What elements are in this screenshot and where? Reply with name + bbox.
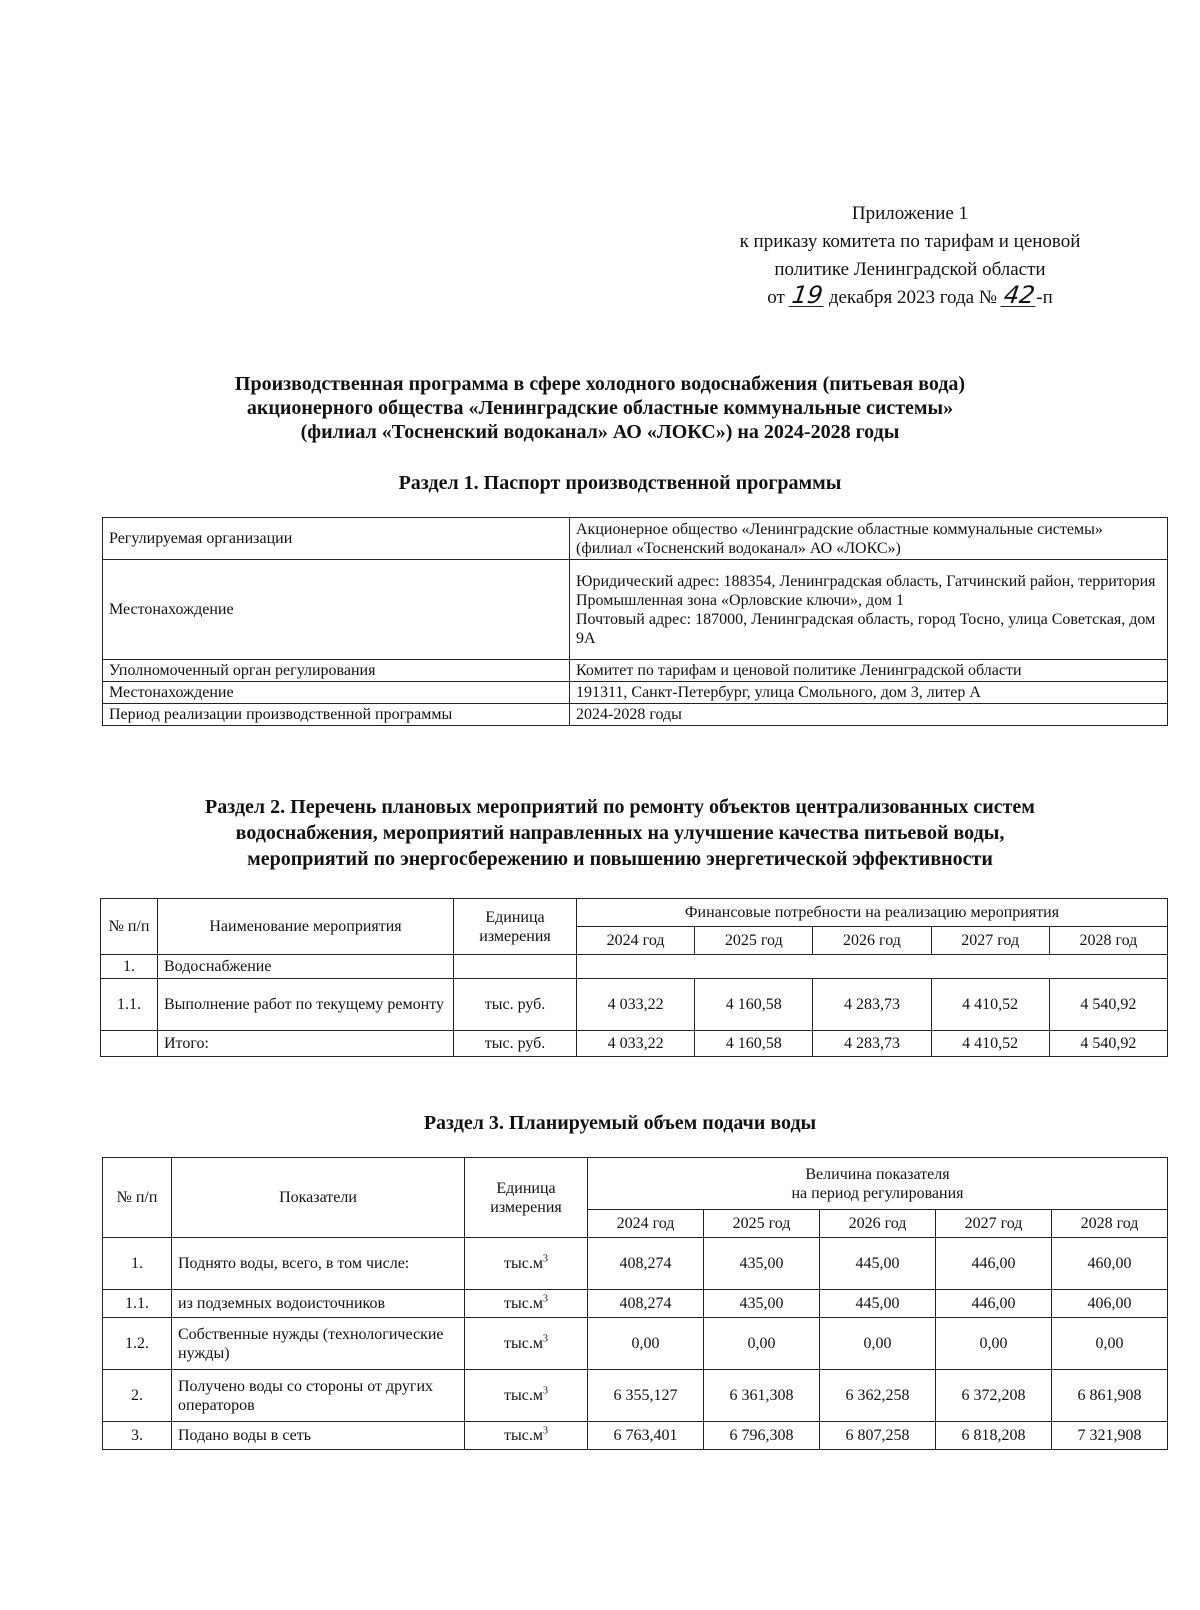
unit-base: тыс.м: [504, 1387, 543, 1404]
unit-base: тыс.м: [504, 1255, 543, 1272]
row-empty-values: [577, 955, 1168, 979]
col-header-name: Показатели: [172, 1158, 465, 1238]
unit-exponent: 3: [542, 1385, 548, 1397]
appendix-line-1: Приложение 1: [851, 203, 969, 224]
row-unit: [465, 1422, 588, 1450]
row-name: Выполнение работ по текущему ремонту: [158, 979, 454, 1031]
row-num: 1.1.: [101, 979, 158, 1031]
col-header-year: 2024 год: [577, 927, 695, 955]
row-value: 6 362,258: [820, 1370, 936, 1422]
unit-exponent: 3: [542, 1333, 548, 1345]
row-unit: тыс. руб.: [454, 979, 577, 1031]
table-row: [103, 1290, 1168, 1318]
table-header-row: [103, 1158, 1168, 1210]
activities-table: [100, 898, 1168, 1057]
title-line-1: Производственная программа в сфере холодного водоснабжения (питьевая вода): [234, 373, 966, 395]
row-value: 408,274: [588, 1290, 704, 1318]
row-value: 446,00: [936, 1238, 1052, 1290]
passport-label: Период реализации производственной программы: [103, 704, 570, 726]
col-header-unit: Единица измерения: [465, 1158, 588, 1238]
row-value: 6 763,401: [588, 1422, 704, 1450]
row-unit: [465, 1238, 588, 1290]
postal-address: Почтовый адрес: 187000, Ленинградская область, город Тосно, улица Советская, дом 9А: [576, 610, 1156, 647]
passport-table: [102, 517, 1168, 726]
row-value: 445,00: [820, 1290, 936, 1318]
row-num: [101, 1031, 158, 1057]
row-value: 4 033,22: [577, 979, 695, 1031]
passport-value: Комитет по тарифам и ценовой политике Ленинградской области: [570, 660, 1168, 682]
legal-address: Юридический адрес: 188354, Ленинградская область, Гатчинский район, территория Промышленная зона «Орловские ключи», дом 1: [576, 572, 1156, 609]
row-num: 1.1.: [103, 1290, 172, 1318]
row-value: 435,00: [704, 1290, 820, 1318]
row-value: 0,00: [936, 1318, 1052, 1370]
col-header-value: [588, 1158, 1168, 1210]
col-header-finance: Финансовые потребности на реализацию мероприятия: [577, 899, 1168, 927]
title-line-3: (филиал «Тосненский водоканал» АО «ЛОКС») на 2024-2028 годы: [300, 421, 900, 443]
section-2-title-line-3: мероприятий по энергосбережению и повышению энергетической эффективности: [247, 848, 993, 870]
row-num: 1.2.: [103, 1318, 172, 1370]
row-value: 4 160,58: [695, 979, 813, 1031]
unit-exponent: 3: [542, 1425, 548, 1437]
row-value: 6 355,127: [588, 1370, 704, 1422]
row-value: 445,00: [820, 1238, 936, 1290]
passport-value: 191311, Санкт-Петербург, улица Смольного, дом 3, литер А: [570, 682, 1168, 704]
handwritten-number: 42: [1001, 281, 1037, 309]
row-name: из подземных водоисточников: [172, 1290, 465, 1318]
col-header-year: 2026 год: [813, 927, 931, 955]
date-middle: декабря 2023 года №: [828, 287, 997, 308]
section-2-title-line-1: Раздел 2. Перечень плановых мероприятий по ремонту объектов централизованных систем: [205, 796, 1035, 818]
row-value: 6 796,308: [704, 1422, 820, 1450]
table-row: [101, 979, 1168, 1031]
col-header-name: Наименование мероприятия: [158, 899, 454, 955]
table-row: [103, 1370, 1168, 1422]
col-header-year: 2028 год: [1052, 1210, 1168, 1238]
row-name: Водоснабжение: [158, 955, 454, 979]
row-value: 0,00: [588, 1318, 704, 1370]
col-header-num: № п/п: [101, 899, 158, 955]
row-num: 2.: [103, 1370, 172, 1422]
row-value: 4 410,52: [931, 1031, 1049, 1057]
row-num: 3.: [103, 1422, 172, 1450]
row-value: 6 861,908: [1052, 1370, 1168, 1422]
unit-base: тыс.м: [504, 1295, 543, 1312]
col-header-year: 2027 год: [931, 927, 1049, 955]
passport-label: Регулируемая организации: [103, 518, 570, 560]
table-row: [103, 704, 1168, 726]
passport-value: [570, 560, 1168, 660]
row-unit: [465, 1370, 588, 1422]
row-value: 4 283,73: [813, 979, 931, 1031]
appendix-line-2: к приказу комитета по тарифам и ценовой: [739, 231, 1081, 252]
date-prefix: от: [767, 287, 785, 308]
row-value: 460,00: [1052, 1238, 1168, 1290]
table-row: [101, 1031, 1168, 1057]
unit-exponent: 3: [542, 1253, 548, 1265]
row-name: Итого:: [158, 1031, 454, 1057]
col-header-year: 2026 год: [820, 1210, 936, 1238]
table-row: [103, 560, 1168, 660]
row-value: 0,00: [1052, 1318, 1168, 1370]
col-header-num: № п/п: [103, 1158, 172, 1238]
unit-base: тыс.м: [504, 1427, 543, 1444]
section-3-title: Раздел 3. Планируемый объем подачи воды: [423, 1112, 817, 1134]
row-value: 406,00: [1052, 1290, 1168, 1318]
section-1-title: Раздел 1. Паспорт производственной программы: [398, 472, 842, 494]
row-unit: [454, 955, 577, 979]
row-value: 0,00: [704, 1318, 820, 1370]
row-value: 446,00: [936, 1290, 1052, 1318]
col-header-year: 2027 год: [936, 1210, 1052, 1238]
water-supply-table: [102, 1157, 1168, 1450]
appendix-date-line: [680, 281, 1140, 312]
row-value: 6 372,208: [936, 1370, 1052, 1422]
row-value: 6 807,258: [820, 1422, 936, 1450]
row-num: 1.: [101, 955, 158, 979]
row-name: Собственные нужды (технологические нужды): [172, 1318, 465, 1370]
table-row: [103, 682, 1168, 704]
row-value: 435,00: [704, 1238, 820, 1290]
appendix-line-3: политике Ленинградской области: [774, 259, 1046, 280]
passport-value: Акционерное общество «Ленинградские областные коммунальные системы» (филиал «Тосненский водоканал» АО «ЛОКС»): [570, 518, 1168, 560]
table-row: [103, 1422, 1168, 1450]
passport-label: Местонахождение: [103, 682, 570, 704]
handwritten-day: 19: [789, 281, 825, 309]
row-name: Поднято воды, всего, в том числе:: [172, 1238, 465, 1290]
table-row: [103, 660, 1168, 682]
value-header-line-2: на период регулирования: [791, 1184, 964, 1202]
document-title: [110, 372, 1090, 444]
col-header-year: 2025 год: [704, 1210, 820, 1238]
passport-label: Уполномоченный орган регулирования: [103, 660, 570, 682]
row-name: Подано воды в сеть: [172, 1422, 465, 1450]
title-line-2: акционерного общества «Ленинградские областные коммунальные системы»: [246, 397, 954, 419]
row-value: 4 033,22: [577, 1031, 695, 1057]
col-header-unit: Единица измерения: [454, 899, 577, 955]
row-value: 408,274: [588, 1238, 704, 1290]
row-value: 4 540,92: [1049, 979, 1167, 1031]
col-header-year: 2028 год: [1049, 927, 1167, 955]
table-row: [103, 1318, 1168, 1370]
col-header-year: 2024 год: [588, 1210, 704, 1238]
row-value: 4 410,52: [931, 979, 1049, 1031]
passport-label: Местонахождение: [103, 560, 570, 660]
passport-value: 2024-2028 годы: [570, 704, 1168, 726]
row-value: 6 361,308: [704, 1370, 820, 1422]
col-header-year: 2025 год: [695, 927, 813, 955]
table-row: [103, 518, 1168, 560]
row-value: 7 321,908: [1052, 1422, 1168, 1450]
number-suffix: -п: [1036, 287, 1053, 308]
unit-base: тыс.м: [504, 1335, 543, 1352]
row-num: 1.: [103, 1238, 172, 1290]
water-supply-body: [103, 1238, 1168, 1450]
section-2-title: [100, 794, 1140, 872]
table-row: [103, 1238, 1168, 1290]
row-unit: [465, 1318, 588, 1370]
row-unit: [465, 1290, 588, 1318]
row-value: 4 160,58: [695, 1031, 813, 1057]
section-2-title-line-2: водоснабжения, мероприятий направленных на улучшение качества питьевой воды,: [235, 822, 1005, 844]
row-value: 4 283,73: [813, 1031, 931, 1057]
table-header-row: [101, 899, 1168, 927]
row-unit: тыс. руб.: [454, 1031, 577, 1057]
row-value: 6 818,208: [936, 1422, 1052, 1450]
row-value: 0,00: [820, 1318, 936, 1370]
table-row: [101, 955, 1168, 979]
unit-exponent: 3: [542, 1293, 548, 1305]
row-value: 4 540,92: [1049, 1031, 1167, 1057]
row-name: Получено воды со стороны от других операторов: [172, 1370, 465, 1422]
value-header-line-1: Величина показателя: [805, 1165, 950, 1183]
appendix-header: [680, 200, 1140, 312]
